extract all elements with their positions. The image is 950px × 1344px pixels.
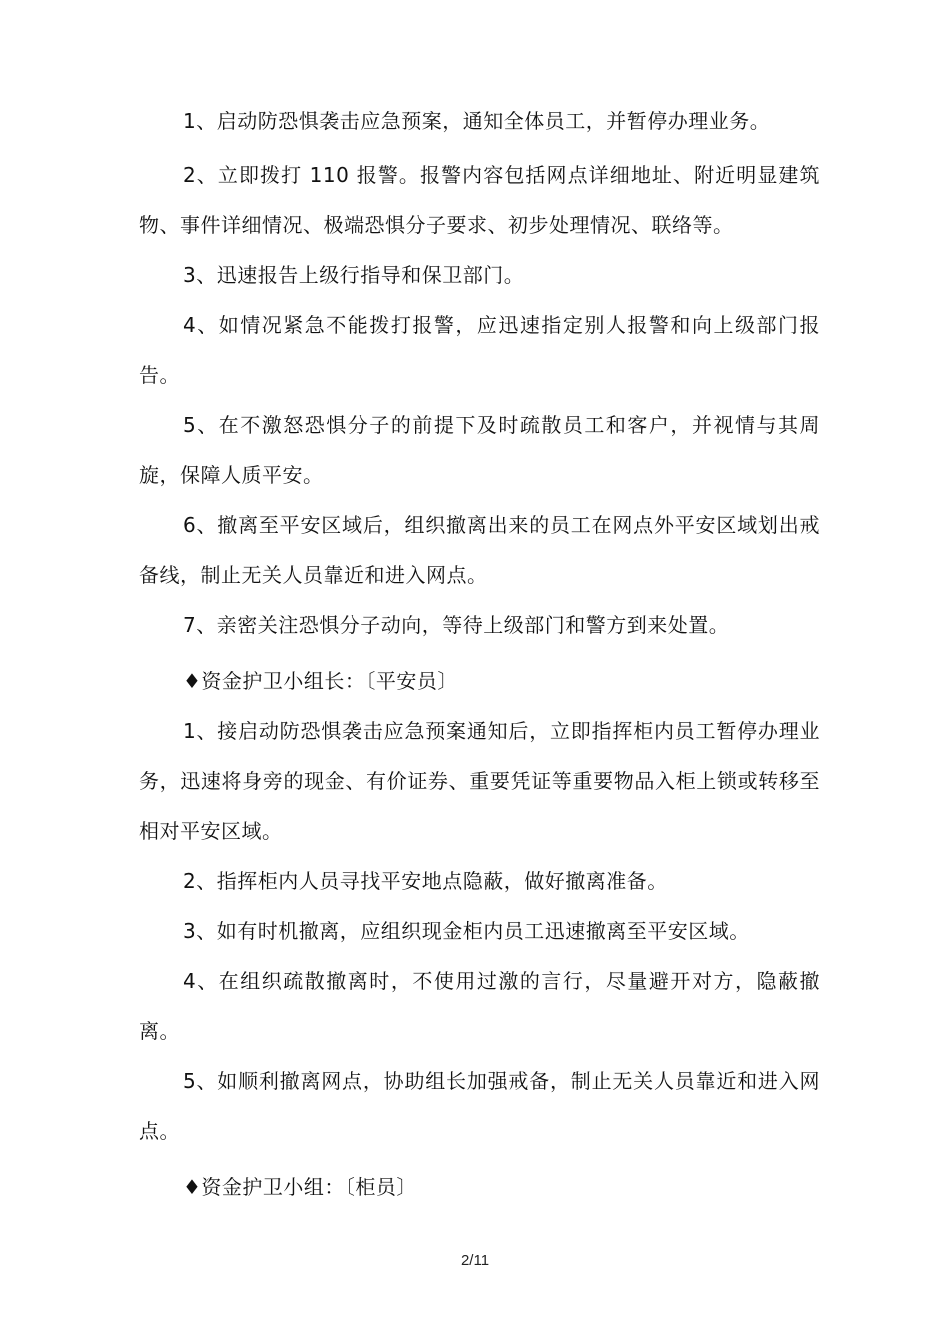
paragraph: 2、立即拨打 110 报警。报警内容包括网点详细地址、附近明显建筑物、事件详细情况、极端恐惧分子要求、初步处理情况、联络等。: [139, 163, 820, 237]
paragraph: 3、如有时机撤离，应组织现金柜内员工迅速撤离至平安区域。: [183, 919, 750, 943]
paragraph: 6、撤离至平安区域后，组织撤离出来的员工在网点外平安区域划出戒备线，制止无关人员靠近和进入网点。: [139, 513, 820, 587]
paragraph: 1、启动防恐惧袭击应急预案，通知全体员工，并暂停办理业务。: [183, 109, 771, 133]
paragraph: 4、在组织疏散撤离时，不使用过激的言行，尽量避开对方，隐蔽撤离。: [139, 969, 820, 1043]
section-heading: ♦资金护卫小组：〔柜员〕: [183, 1175, 417, 1199]
paragraph: 5、在不激怒恐惧分子的前提下及时疏散员工和客户，并视情与其周旋，保障人质平安。: [139, 413, 820, 487]
page-number: 2/11: [460, 1252, 490, 1269]
paragraph: 1、接启动防恐惧袭击应急预案通知后，立即指挥柜内员工暂停办理业务，迅速将身旁的现金、有价证券、重要凭证等重要物品入柜上锁或转移至相对平安区域。: [139, 719, 820, 843]
paragraph: 5、如顺利撤离网点，协助组长加强戒备，制止无关人员靠近和进入网点。: [139, 1069, 820, 1143]
document-body: [139, 96, 820, 1212]
paragraph: 2、指挥柜内人员寻找平安地点隐蔽，做好撤离准备。: [183, 869, 668, 893]
section-heading: ♦资金护卫小组长：〔平安员〕: [183, 669, 458, 693]
paragraph: 7、亲密关注恐惧分子动向，等待上级部门和警方到来处置。: [183, 613, 730, 637]
paragraph: 3、迅速报告上级行指导和保卫部门。: [183, 263, 525, 287]
paragraph: 4、如情况紧急不能拨打报警，应迅速指定别人报警和向上级部门报告。: [139, 313, 820, 387]
